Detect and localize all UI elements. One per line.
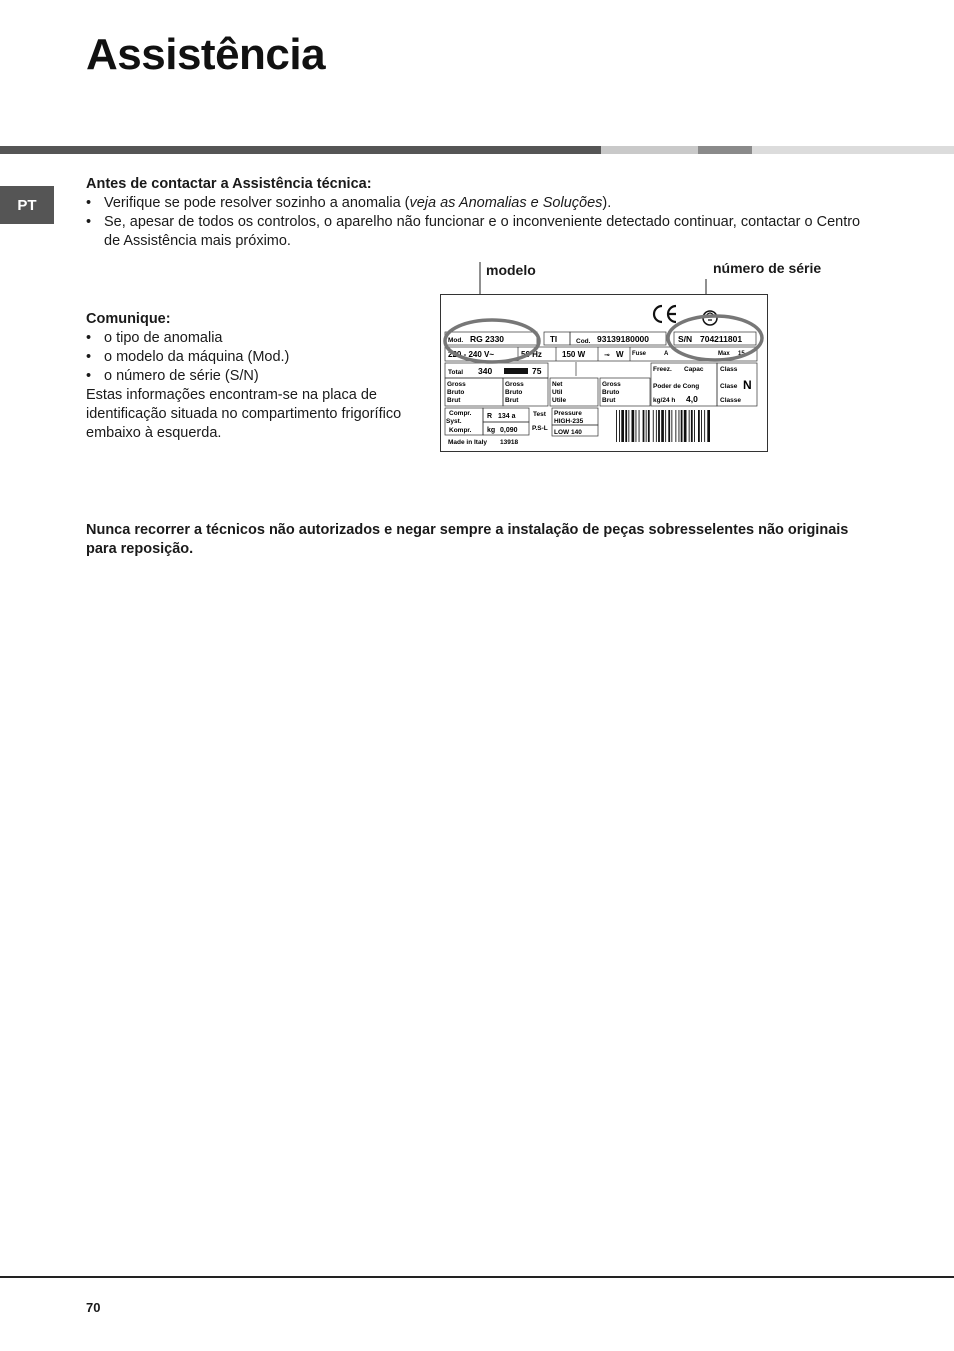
page-number: 70 [86, 1300, 101, 1315]
plate-total: Total [448, 369, 464, 376]
plate-max-value: 15 [738, 351, 745, 357]
communicate-section [86, 310, 406, 443]
plate-gross2-a: Gross [505, 381, 524, 388]
plate-gross3-b: Bruto [602, 389, 620, 396]
plate-gross1-b: Bruto [447, 389, 465, 396]
plate-kg24: kg/24 h [653, 397, 676, 404]
plate-star-rating-icon [504, 368, 528, 374]
plate-w2: W [616, 350, 624, 359]
plate-hz: 50 Hz [521, 350, 542, 359]
plate-poder: Poder de Cong [653, 383, 700, 390]
plate-test: Test [533, 411, 546, 418]
list-item: • o modelo da máquina (Mod.) [86, 348, 406, 367]
plate-ti: TI [550, 335, 558, 344]
plate-compr-c: Kompr. [449, 427, 472, 434]
plate-kg-value: 0,090 [500, 427, 518, 434]
plate-gross3-c: Brut [602, 397, 616, 404]
callout-serial-label: número de série [713, 260, 822, 276]
plate-kg-label: kg [487, 427, 496, 434]
list-item: • o tipo de anomalia [86, 329, 406, 348]
plate-net-c: Utile [552, 397, 567, 404]
plate-net-a: Net [552, 381, 563, 388]
plate-made: Made in Italy [448, 439, 488, 446]
plate-mod-value: RG 2330 [470, 334, 505, 344]
plate-pressure: Pressure [554, 410, 582, 417]
plate-cod-value: 93139180000 [597, 334, 650, 344]
plate-clase: Clase [720, 383, 738, 390]
plate-amp: A [664, 351, 669, 357]
plate-lamp-icon: ⊸ [604, 352, 610, 359]
callout-model-label: modelo [486, 262, 536, 278]
plate-stars-value: 75 [532, 366, 542, 376]
plate-voltage: 220 - 240 V~ [448, 350, 495, 359]
plate-classe: Classe [720, 397, 741, 404]
plate-high: HIGH-235 [554, 418, 584, 425]
footer-rule [0, 1276, 954, 1278]
plate-watt: 150 W [562, 350, 586, 359]
communicate-list [86, 329, 406, 386]
plate-r-label: R [487, 413, 493, 420]
plate-r-value: 134 a [498, 413, 516, 420]
warning-text: Nunca recorrer a técnicos não autorizados e negar sempre a instalação de peças sobresselentes não originais para reposição. [86, 522, 849, 557]
plate-low: LOW 140 [554, 429, 582, 436]
plate-gross2-c: Brut [505, 397, 519, 404]
plate-compr-a: Compr. [449, 410, 472, 417]
plate-gross2-b: Bruto [505, 389, 523, 396]
before-contact-heading: Antes de contactar a Assistência técnica: [86, 176, 372, 192]
language-tab: PT [0, 186, 54, 224]
plate-kg24-value: 4,0 [686, 394, 698, 404]
plate-capac: Capac [684, 366, 704, 373]
plate-max: Max [718, 351, 730, 357]
plate-clase-value: N [743, 378, 752, 392]
bullet1-end: ). [602, 195, 612, 211]
plate-sn-value: 704211801 [700, 334, 743, 344]
bullet1-text: Verifique se pode resolver sozinho a anomalia ( [104, 195, 410, 211]
plate-sn-label: S/N [678, 334, 693, 344]
bullet1-italic: veja as Anomalias e Soluções [409, 195, 603, 211]
communicate-heading: Comunique: [86, 311, 171, 327]
plate-cod-label: Cod. [576, 338, 591, 345]
plate-gross3-a: Gross [602, 381, 621, 388]
plate-net-b: Util [552, 389, 563, 396]
plate-compr-b: Syst. [446, 418, 462, 425]
plate-gross1-c: Brut [447, 397, 461, 404]
plate-location-note: Estas informações encontram-se na placa de identificação situada no compartimento frigorífico embaixo à esquerda. [86, 387, 402, 441]
plate-made-code: 13918 [500, 439, 519, 446]
page-title: Assistência [86, 30, 326, 79]
plate-total-value: 340 [478, 366, 493, 376]
plate-gross1-a: Gross [447, 381, 466, 388]
rating-plate [440, 294, 768, 452]
plate-mod-label: Mod. [448, 337, 464, 344]
plate-class: Class [720, 366, 738, 373]
plate-psl: P.S-L [532, 425, 548, 432]
list-item: • o número de série (S/N) [86, 367, 406, 386]
plate-fuse: Fuse [632, 351, 647, 357]
list-item: • Se, apesar de todos os controlos, o aparelho não funcionar e o inconveniente detectado continuar, contactar o Centro de Assistência mais próximo. [86, 213, 866, 251]
plate-freez: Freez. [653, 366, 672, 373]
